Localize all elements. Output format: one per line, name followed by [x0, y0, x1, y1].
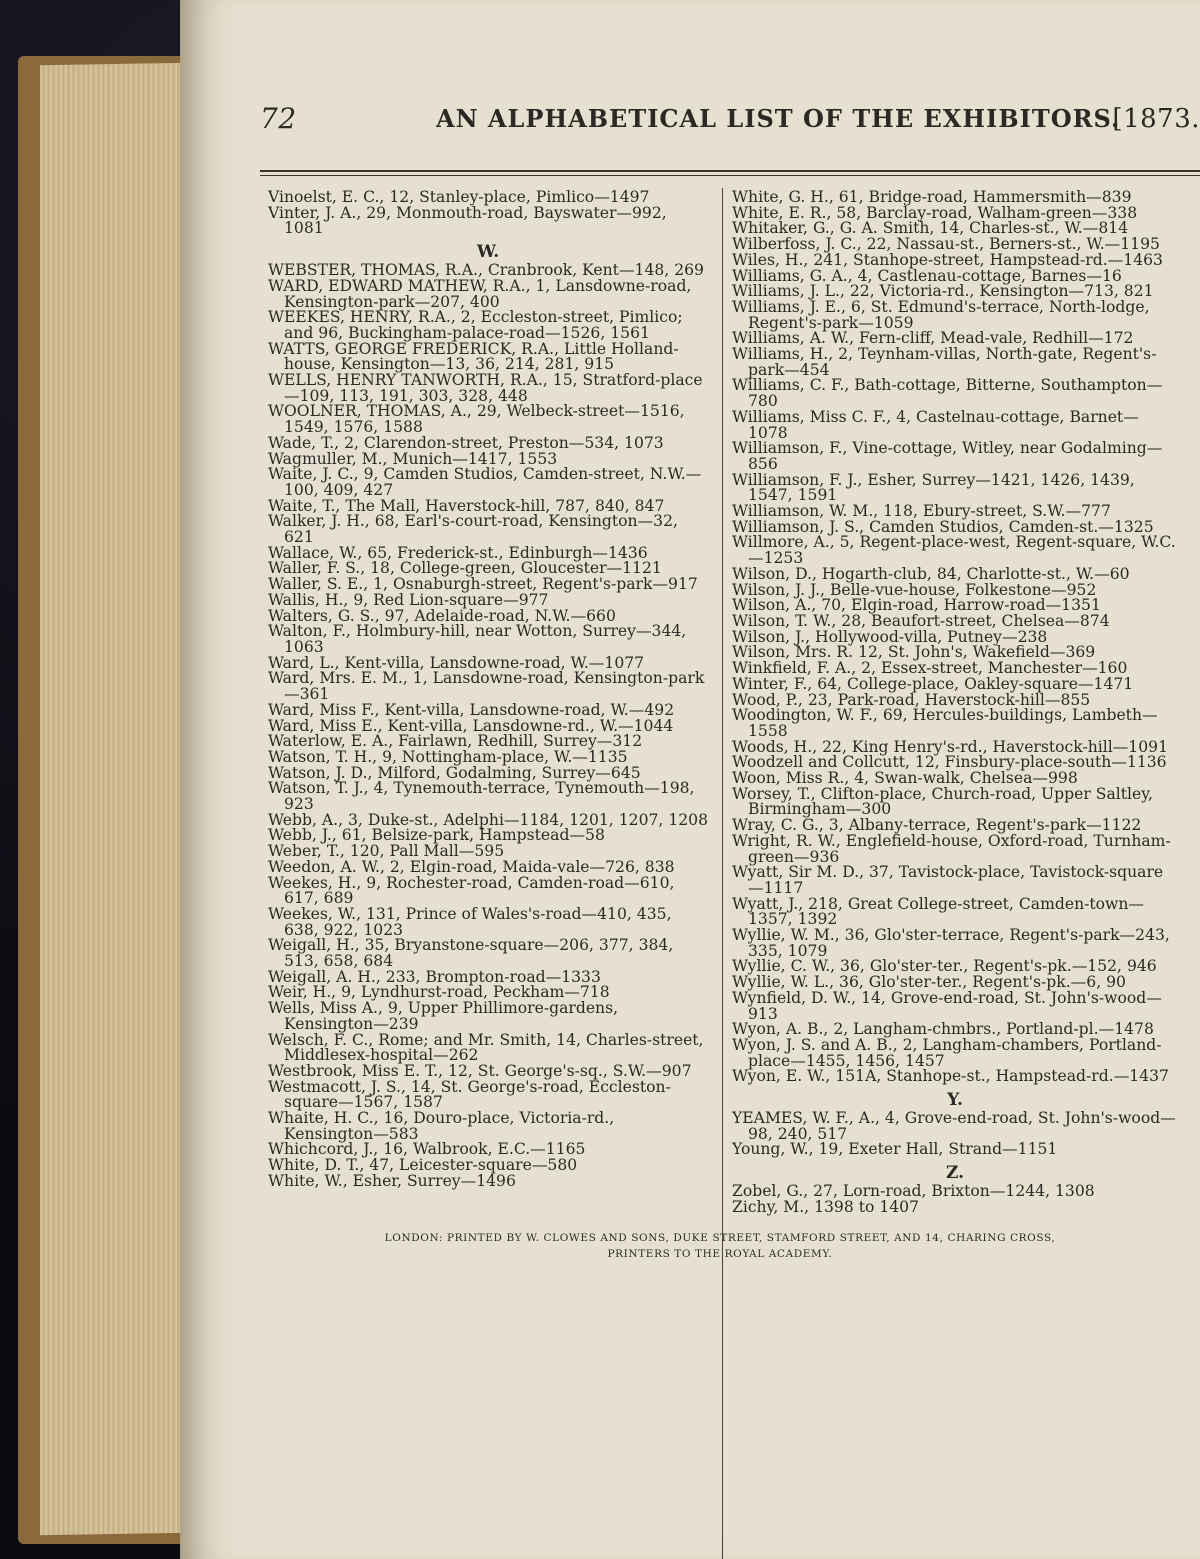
exhibitor-entry: Williamson, J. S., Camden Studios, Camden-st.—1325 — [732, 517, 1154, 536]
exhibitor-entry: Vinter, J. A., 29, Monmouth-road, Bayswater—992, 1081 — [268, 203, 667, 238]
exhibitor-entry: Williams, A. W., Fern-cliff, Mead-vale, Redhill—172 — [732, 329, 1134, 348]
exhibitor-entry: Whichcord, J., 16, Walbrook, E.C.—1165 — [268, 1140, 586, 1159]
header-rule-thin — [260, 175, 1200, 176]
exhibitor-entry: Wallis, H., 9, Red Lion-square—977 — [268, 590, 549, 609]
exhibitor-entry: Vinoelst, E. C., 12, Stanley-place, Pimlico—1497 — [268, 188, 650, 206]
exhibitor-entry: Weekes, H., 9, Rochester-road, Camden-road—610, 617, 689 — [268, 873, 675, 908]
exhibitor-entry: Wyatt, J., 218, Great College-street, Camden-town—1357, 1392 — [732, 894, 1145, 929]
exhibitor-entry: Wilson, J. J., Belle-vue-house, Folkestone—952 — [732, 580, 1097, 599]
exhibitor-entry: Waller, S. E., 1, Osnaburgh-street, Regent's-park—917 — [268, 575, 698, 594]
exhibitor-entry: Weigall, H., 35, Bryanstone-square—206, 377, 384, 513, 658, 684 — [268, 936, 674, 971]
exhibitor-entry: Weigall, A. H., 233, Brompton-road—1333 — [268, 967, 601, 986]
exhibitor-entry: Zobel, G., 27, Lorn-road, Brixton—1244, 1308 — [732, 1182, 1095, 1201]
exhibitor-entry: Waite, J. C., 9, Camden Studios, Camden-street, N.W.—100, 409, 427 — [268, 465, 702, 499]
exhibitor-entry: Young, W., 19, Exeter Hall, Strand—1151 — [732, 1140, 1058, 1159]
exhibitor-entry: Wilson, Mrs. R. 12, St. John's, Wakefield—369 — [732, 643, 1096, 662]
exhibitor-entry: Walters, G. S., 97, Adelaide-road, N.W.—660 — [268, 606, 616, 625]
exhibitor-entry: Winkfield, F. A., 2, Essex-street, Manchester—160 — [732, 659, 1128, 678]
exhibitor-entry: Westmacott, J. S., 14, St. George's-road, Eccleston-square—1567, 1587 — [268, 1077, 671, 1112]
exhibitor-entry: Ward, Miss F., Kent-villa, Lansdowne-road, W.—492 — [268, 700, 675, 719]
page-content — [180, 38, 1200, 1538]
exhibitor-entry: Wyon, J. S. and A. B., 2, Langham-chambers, Portland-place—1455, 1456, 1457 — [732, 1035, 1162, 1070]
exhibitor-entry: Worsey, T., Clifton-place, Church-road, Upper Saltley, Birmingham—300 — [732, 784, 1153, 819]
exhibitor-entry: White, G. H., 61, Bridge-road, Hammersmith—839 — [732, 188, 1132, 206]
section-letter: Z. — [945, 1163, 965, 1184]
exhibitor-entry: Weekes, W., 131, Prince of Wales's-road—410, 435, 638, 922, 1023 — [268, 904, 672, 939]
exhibitor-entry: White, E. R., 58, Barclay-road, Walham-green—338 — [732, 203, 1138, 222]
exhibitor-entry: WOOLNER, THOMAS, A., 29, Welbeck-street—1516, 1549, 1576, 1588 — [268, 402, 685, 437]
exhibitor-entry: Williams, J. E., 6, St. Edmund's-terrace, North-lodge, Regent's-park—1059 — [732, 297, 1150, 332]
exhibitor-entry: Zichy, M., 1398 to 1407 — [732, 1197, 920, 1216]
exhibitor-entry: Weber, T., 120, Pall Mall—595 — [268, 842, 505, 861]
exhibitor-entry: WEBSTER, THOMAS, R.A., Cranbrook, Kent—148, 269 — [268, 261, 704, 280]
exhibitor-entry: Wyatt, Sir M. D., 37, Tavistock-place, Tavistock-square—1117 — [732, 863, 1164, 897]
exhibitor-entry: Wagmuller, M., Munich—1417, 1553 — [268, 449, 558, 468]
exhibitor-entry: White, W., Esher, Surrey—1496 — [268, 1171, 516, 1190]
column-divider — [722, 188, 723, 1559]
exhibitor-entry: Wyllie, W. M., 36, Glo'ster-terrace, Regent's-park—243, 335, 1079 — [732, 926, 1170, 960]
page-header — [260, 102, 1200, 142]
page-year: [1873. — [1112, 104, 1200, 134]
exhibitor-entry: Ward, L., Kent-villa, Lansdowne-road, W.—1077 — [268, 653, 645, 672]
exhibitor-entry: WELLS, HENRY TANWORTH, R.A., 15, Stratford-place—109, 113, 191, 303, 328, 448 — [268, 371, 703, 405]
exhibitor-entry: Waterlow, E. A., Fairlawn, Redhill, Surrey—312 — [268, 732, 643, 751]
exhibitor-entry: Waller, F. S., 18, College-green, Gloucester—1121 — [268, 559, 662, 578]
page-edges — [40, 63, 190, 1536]
exhibitor-entry: Williamson, F. J., Esher, Surrey—1421, 1426, 1439, 1547, 1591 — [732, 470, 1135, 505]
left-column — [268, 190, 708, 1190]
exhibitor-entry: Walker, J. H., 68, Earl's-court-road, Kensington—32, 621 — [268, 512, 678, 547]
exhibitor-entry: Walton, F., Holmbury-hill, near Wotton, Surrey—344, 1063 — [268, 622, 687, 656]
exhibitor-entry: Watson, T. H., 9, Nottingham-place, W.—1135 — [268, 747, 628, 766]
section-letter: W. — [476, 242, 500, 263]
exhibitor-entry: Wyon, E. W., 151A, Stanhope-st., Hampstead-rd.—1437 — [732, 1067, 1169, 1086]
exhibitor-entry: Williamson, W. M., 118, Ebury-street, S.W.—777 — [732, 502, 1111, 521]
exhibitor-entry: White, D. T., 47, Leicester-square—580 — [268, 1156, 578, 1175]
exhibitor-entry: Wilson, J., Hollywood-villa, Putney—238 — [732, 627, 1048, 646]
exhibitor-entry: Woods, H., 22, King Henry's-rd., Haverstock-hill—1091 — [732, 737, 1168, 756]
page-number: 72 — [260, 102, 297, 135]
exhibitor-entry: Willmore, A., 5, Regent-place-west, Regent-square, W.C.—1253 — [732, 533, 1176, 568]
exhibitor-entry: Wray, C. G., 3, Albany-terrace, Regent's-park—1122 — [732, 816, 1142, 835]
exhibitor-entry: Wilson, T. W., 28, Beaufort-street, Chelsea—874 — [732, 611, 1110, 630]
exhibitor-entry: Webb, A., 3, Duke-st., Adelphi—1184, 1201, 1207, 1208 — [268, 810, 709, 829]
section-letter: Y. — [947, 1090, 963, 1111]
exhibitor-entry: Ward, Miss E., Kent-villa, Lansdowne-rd., W.—1044 — [268, 716, 674, 735]
page-title: AN ALPHABETICAL LIST OF THE EXHIBITORS. — [436, 104, 1121, 133]
exhibitor-entry: Wynfield, D. W., 14, Grove-end-road, St. John's-wood—913 — [732, 988, 1162, 1023]
exhibitor-entry: Whitaker, G., G. A. Smith, 14, Charles-st., W.—814 — [732, 219, 1129, 238]
exhibitor-entry: Westbrook, Miss E. T., 12, St. George's-sq., S.W.—907 — [268, 1061, 692, 1080]
exhibitor-entry: Winter, F., 64, College-place, Oakley-square—1471 — [732, 674, 1134, 693]
exhibitor-entry: Woon, Miss R., 4, Swan-walk, Chelsea—998 — [732, 769, 1078, 788]
exhibitor-entry: Woodzell and Collcutt, 12, Finsbury-place-south—1136 — [732, 753, 1167, 772]
printer-footer — [330, 1230, 1110, 1262]
exhibitor-entry: Williamson, F., Vine-cottage, Witley, near Godalming—856 — [732, 439, 1163, 473]
exhibitor-entry: Wright, R. W., Englefield-house, Oxford-road, Turnham-green—936 — [732, 831, 1171, 866]
right-column — [732, 190, 1178, 1216]
exhibitor-entry: WEEKES, HENRY, R.A., 2, Eccleston-street, Pimlico; and 96, Buckingham-palace-road—1526, 1561 — [268, 308, 683, 342]
exhibitor-entry: Waite, T., The Mall, Haverstock-hill, 787, 840, 847 — [268, 496, 665, 515]
exhibitor-entry: Wyon, A. B., 2, Langham-chmbrs., Portland-pl.—1478 — [732, 1020, 1154, 1039]
exhibitor-entry: Wilson, A., 70, Elgin-road, Harrow-road—1351 — [732, 596, 1101, 615]
exhibitor-entry: Williams, G. A., 4, Castlenau-cottage, Barnes—16 — [732, 266, 1122, 285]
footer-line-2: PRINTERS TO THE ROYAL ACADEMY. — [607, 1248, 833, 1260]
exhibitor-entry: Welsch, F. C., Rome; and Mr. Smith, 14, Charles-street, Middlesex-hospital—262 — [268, 1030, 704, 1065]
exhibitor-entry: Wade, T., 2, Clarendon-street, Preston—534, 1073 — [268, 433, 664, 452]
exhibitor-entry: Wilberfoss, J. C., 22, Nassau-st., Berners-st., W.—1195 — [732, 235, 1160, 254]
header-rule — [260, 170, 1200, 172]
footer-line-1: LONDON: PRINTED BY W. CLOWES AND SONS, DUKE STREET, STAMFORD STREET, AND 14, CHARING CROSS, — [384, 1232, 1056, 1244]
exhibitor-entry: WATTS, GEORGE FREDERICK, R.A., Little Holland-house, Kensington—13, 36, 214, 281, 915 — [268, 339, 679, 374]
exhibitor-entry: Wiles, H., 241, Stanhope-street, Hampstead-rd.—1463 — [732, 250, 1163, 269]
exhibitor-entry: Williams, J. L., 22, Victoria-rd., Kensington—713, 821 — [732, 282, 1154, 301]
exhibitor-entry: YEAMES, W. F., A., 4, Grove-end-road, St. John's-wood—98, 240, 517 — [732, 1109, 1176, 1143]
exhibitor-entry: Williams, Miss C. F., 4, Castelnau-cottage, Barnet—1078 — [732, 407, 1139, 442]
exhibitor-entry: Wallace, W., 65, Frederick-st., Edinburgh—1436 — [268, 543, 648, 562]
exhibitor-entry: Williams, C. F., Bath-cottage, Bitterne, Southampton—780 — [732, 376, 1163, 411]
exhibitor-entry: Webb, J., 61, Belsize-park, Hampstead—58 — [268, 826, 605, 845]
exhibitor-entry: Weir, H., 9, Lyndhurst-road, Peckham—718 — [268, 983, 610, 1002]
exhibitor-entry: Williams, H., 2, Teynham-villas, North-gate, Regent's-park—454 — [732, 345, 1157, 379]
exhibitor-entry: Weedon, A. W., 2, Elgin-road, Maida-vale—726, 838 — [268, 857, 675, 876]
exhibitor-entry: Watson, J. D., Milford, Godalming, Surrey—645 — [268, 763, 641, 782]
exhibitor-entry: Wyllie, W. L., 36, Glo'ster-ter., Regent's-pk.—6, 90 — [732, 973, 1126, 992]
exhibitor-entry: Ward, Mrs. E. M., 1, Lansdowne-road, Kensington-park—361 — [268, 669, 705, 704]
exhibitor-entry: Wood, P., 23, Park-road, Haverstock-hill—855 — [732, 690, 1091, 709]
exhibitor-entry: Watson, T. J., 4, Tynemouth-terrace, Tynemouth—198, 923 — [268, 779, 695, 814]
exhibitor-entry: Wyllie, C. W., 36, Glo'ster-ter., Regent's-pk.—152, 946 — [732, 957, 1157, 976]
exhibitor-entry: Wilson, D., Hogarth-club, 84, Charlotte-st., W.—60 — [732, 564, 1130, 583]
exhibitor-entry: Woodington, W. F., 69, Hercules-buildings, Lambeth—1558 — [732, 706, 1158, 740]
exhibitor-entry: Whaite, H. C., 16, Douro-place, Victoria-rd., Kensington—583 — [268, 1109, 615, 1143]
exhibitor-entry: Wells, Miss A., 9, Upper Phillimore-gardens, Kensington—239 — [268, 999, 619, 1033]
exhibitor-entry: WARD, EDWARD MATHEW, R.A., 1, Lansdowne-road, Kensington-park—207, 400 — [268, 276, 692, 311]
book-page — [180, 0, 1200, 1559]
